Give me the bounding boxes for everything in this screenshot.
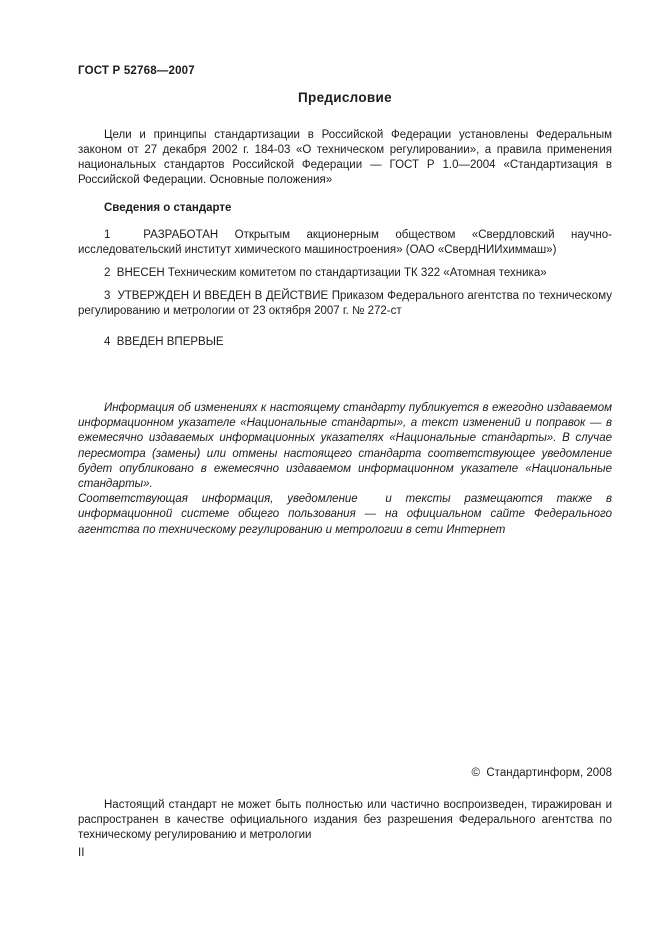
info-heading: Сведения о стандарте — [104, 202, 232, 214]
notice-paragraph-changes: Информация об изменениях к настоящему стандарту публикуется в ежегодно издаваемом информационном указателе «Национальные стандарты», а текст изменений и поправок — в ежемесячно издаваемых информационных указателях «Национальные стандарты». В случае пересмотра (замены) или отмены настоящего стандарта соответствующее уведомление будет опубликовано в ежемесячно издаваемом информационном указателе «Национальные стандарты». — [78, 402, 612, 491]
intro-paragraph: Цели и принципы стандартизации в Российской Федерации установлены Федеральным законом от 27 декабря 2002 г. 184-03 «О техническом регулировании», а правила применения национальных стандартов Российской Федерации — ГОСТ Р 1.0—2004 «Стандартизация в Российской Федерации. Основные положения» — [78, 129, 612, 186]
page-number: II — [78, 847, 85, 859]
page-title: Предисловие — [298, 90, 392, 105]
notice-paragraph-information: Соответствующая информация, уведомление и тексты размещаются также в информационной системе общего пользования — на официальном сайте Федерального агентства по техническому регулированию и метрологии в сети Интернет — [78, 493, 612, 536]
notice-block — [78, 401, 612, 538]
standard-item-developed: 1 РАЗРАБОТАН Открытым акционерным обществом «Свердловский научно-исследовательский институт химического машиностроения» (ОАО «СвердНИИхиммаш») — [78, 229, 612, 256]
reproduction-notice: Настоящий стандарт не может быть полностью или частично воспроизведен, тиражирован и распространен в качестве официального издания без разрешения Федерального агентства по техническому регулированию и метрологии — [78, 799, 612, 841]
standard-item-submitted: 2 ВНЕСЕН Техническим комитетом по стандартизации ТК 322 «Атомная техника» — [104, 267, 547, 279]
standard-item-first-introduced: 4 ВВЕДЕН ВПЕРВЫЕ — [104, 336, 224, 348]
standard-item-approved: 3 УТВЕРЖДЕН И ВВЕДЕН В ДЕЙСТВИЕ Приказом Федерального агентства по техническому регулированию и метрологии от 23 октября 2007 г. № 272-ст — [78, 290, 612, 317]
doc-number: ГОСТ Р 52768—2007 — [78, 65, 195, 77]
copyright-line: © Стандартинформ, 2008 — [471, 767, 612, 779]
